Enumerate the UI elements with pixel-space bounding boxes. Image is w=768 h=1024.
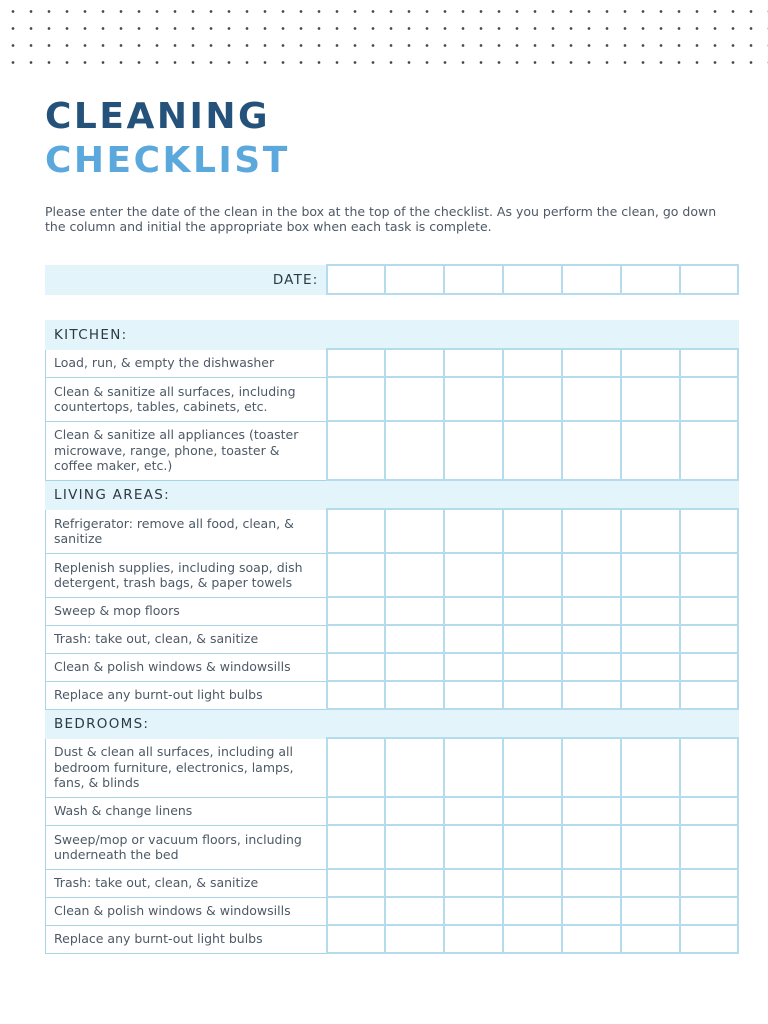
task-label: Trash: take out, clean, & sanitize [46,869,327,897]
initial-box[interactable] [503,553,562,597]
initial-box[interactable] [444,625,503,653]
initial-box[interactable] [503,797,562,825]
task-label: Wash & change linens [46,797,327,825]
initial-box[interactable] [680,681,739,709]
initial-box[interactable] [503,509,562,553]
initial-box[interactable] [444,825,503,869]
dot-pattern-decoration [0,0,768,72]
initial-box[interactable] [444,509,503,553]
initial-box[interactable] [562,738,621,797]
initial-box[interactable] [503,349,562,377]
date-row [46,265,739,294]
checklist-table [45,320,739,954]
task-label: Sweep/mop or vacuum floors, including underneath the bed [46,825,327,869]
initial-box[interactable] [562,349,621,377]
initial-box[interactable] [327,738,386,797]
initial-box[interactable] [621,897,680,925]
task-label: Clean & polish windows & windowsills [46,653,327,681]
initial-box[interactable] [621,349,680,377]
initial-box[interactable] [385,925,444,953]
section-header-row [46,480,739,509]
initial-box[interactable] [385,897,444,925]
initial-box[interactable] [444,897,503,925]
initial-box[interactable] [444,681,503,709]
initial-box[interactable] [562,653,621,681]
task-row [46,509,739,553]
initial-box[interactable] [621,869,680,897]
initial-box[interactable] [621,509,680,553]
initial-box[interactable] [327,597,386,625]
initial-box[interactable] [444,553,503,597]
initial-box[interactable] [385,825,444,869]
initial-box[interactable] [503,625,562,653]
date-box[interactable] [444,265,503,294]
initial-box[interactable] [680,509,739,553]
initial-box[interactable] [327,377,386,421]
initial-box[interactable] [680,738,739,797]
task-row [46,553,739,597]
initial-box[interactable] [385,349,444,377]
task-label: Trash: take out, clean, & sanitize [46,625,327,653]
task-row [46,869,739,897]
initial-box[interactable] [562,825,621,869]
task-row [46,797,739,825]
initial-box[interactable] [327,653,386,681]
initial-box[interactable] [621,625,680,653]
task-label: Replace any burnt-out light bulbs [46,925,327,953]
initial-box[interactable] [503,377,562,421]
initial-box[interactable] [621,653,680,681]
title-line-1: CLEANING [45,96,271,137]
initial-box[interactable] [327,349,386,377]
initial-box[interactable] [680,597,739,625]
initial-box[interactable] [562,509,621,553]
initial-box[interactable] [680,421,739,480]
initial-box[interactable] [444,738,503,797]
initial-box[interactable] [503,681,562,709]
task-row [46,377,739,421]
initial-box[interactable] [562,377,621,421]
initial-box[interactable] [385,553,444,597]
task-label: Dust & clean all surfaces, including all bedroom furniture, electronics, lamps, fans, & blinds [46,738,327,797]
initial-box[interactable] [327,509,386,553]
initial-box[interactable] [327,625,386,653]
page-title [45,95,290,183]
date-box[interactable] [680,265,739,294]
initial-box[interactable] [503,421,562,480]
initial-box[interactable] [621,681,680,709]
date-box[interactable] [385,265,444,294]
initial-box[interactable] [327,897,386,925]
date-box[interactable] [562,265,621,294]
initial-box[interactable] [503,597,562,625]
initial-box[interactable] [680,377,739,421]
initial-box[interactable] [327,681,386,709]
initial-box[interactable] [562,797,621,825]
task-label: Clean & sanitize all appliances (toaster microwave, range, phone, toaster & coffee maker, etc.) [46,421,327,480]
initial-box[interactable] [444,377,503,421]
task-row [46,349,739,377]
initial-box[interactable] [327,553,386,597]
initial-box[interactable] [621,738,680,797]
initial-box[interactable] [327,925,386,953]
initial-box[interactable] [562,869,621,897]
task-row [46,897,739,925]
task-row [46,738,739,797]
initial-box[interactable] [680,869,739,897]
initial-box[interactable] [385,869,444,897]
date-table [45,264,739,295]
initial-box[interactable] [385,681,444,709]
initial-box[interactable] [385,738,444,797]
initial-box[interactable] [503,897,562,925]
initial-box[interactable] [621,825,680,869]
initial-box[interactable] [503,738,562,797]
task-row [46,421,739,480]
initial-box[interactable] [385,377,444,421]
task-label: Clean & polish windows & windowsills [46,897,327,925]
initial-box[interactable] [444,421,503,480]
initial-box[interactable] [680,797,739,825]
task-row [46,597,739,625]
initial-box[interactable] [562,625,621,653]
initial-box[interactable] [385,653,444,681]
initial-box[interactable] [503,925,562,953]
initial-box[interactable] [621,925,680,953]
intro-text: Please enter the date of the clean in the box at the top of the checklist. As you perform the clean, go down the column and initial the appropriate box when each task is complete. [45,204,717,234]
initial-box[interactable] [503,653,562,681]
initial-box[interactable] [444,925,503,953]
initial-box[interactable] [680,349,739,377]
initial-box[interactable] [385,509,444,553]
initial-box[interactable] [327,421,386,480]
initial-box[interactable] [680,897,739,925]
initial-box[interactable] [680,925,739,953]
initial-box[interactable] [680,553,739,597]
initial-box[interactable] [562,897,621,925]
task-label: Replenish supplies, including soap, dish detergent, trash bags, & paper towels [46,553,327,597]
initial-box[interactable] [444,349,503,377]
initial-box[interactable] [621,421,680,480]
task-row [46,825,739,869]
initial-box[interactable] [327,797,386,825]
initial-box[interactable] [680,625,739,653]
task-label: Refrigerator: remove all food, clean, & sanitize [46,509,327,553]
initial-box[interactable] [503,869,562,897]
task-row [46,653,739,681]
initial-box[interactable] [621,797,680,825]
initial-box[interactable] [385,797,444,825]
initial-box[interactable] [327,869,386,897]
initial-box[interactable] [621,377,680,421]
task-row [46,925,739,953]
section-title: BEDROOMS: [46,709,739,738]
initial-box[interactable] [503,825,562,869]
section-header-row [46,321,739,350]
initial-box[interactable] [327,825,386,869]
initial-box[interactable] [562,553,621,597]
title-line-2: CHECKLIST [45,140,290,181]
initial-box[interactable] [562,681,621,709]
section-header-row [46,709,739,738]
date-box[interactable] [621,265,680,294]
date-box[interactable] [503,265,562,294]
initial-box[interactable] [621,553,680,597]
initial-box[interactable] [444,653,503,681]
date-box[interactable] [327,265,386,294]
task-row [46,625,739,653]
initial-box[interactable] [680,825,739,869]
task-label: Sweep & mop floors [46,597,327,625]
task-label: Load, run, & empty the dishwasher [46,349,327,377]
task-row [46,681,739,709]
initial-box[interactable] [562,421,621,480]
section-title: KITCHEN: [46,321,739,350]
initial-box[interactable] [444,797,503,825]
initial-box[interactable] [562,925,621,953]
task-label: Replace any burnt-out light bulbs [46,681,327,709]
initial-box[interactable] [385,421,444,480]
section-title: LIVING AREAS: [46,480,739,509]
initial-box[interactable] [444,597,503,625]
initial-box[interactable] [385,625,444,653]
initial-box[interactable] [621,597,680,625]
initial-box[interactable] [444,869,503,897]
date-label: DATE: [46,265,327,294]
initial-box[interactable] [680,653,739,681]
initial-box[interactable] [562,597,621,625]
initial-box[interactable] [385,597,444,625]
task-label: Clean & sanitize all surfaces, including countertops, tables, cabinets, etc. [46,377,327,421]
